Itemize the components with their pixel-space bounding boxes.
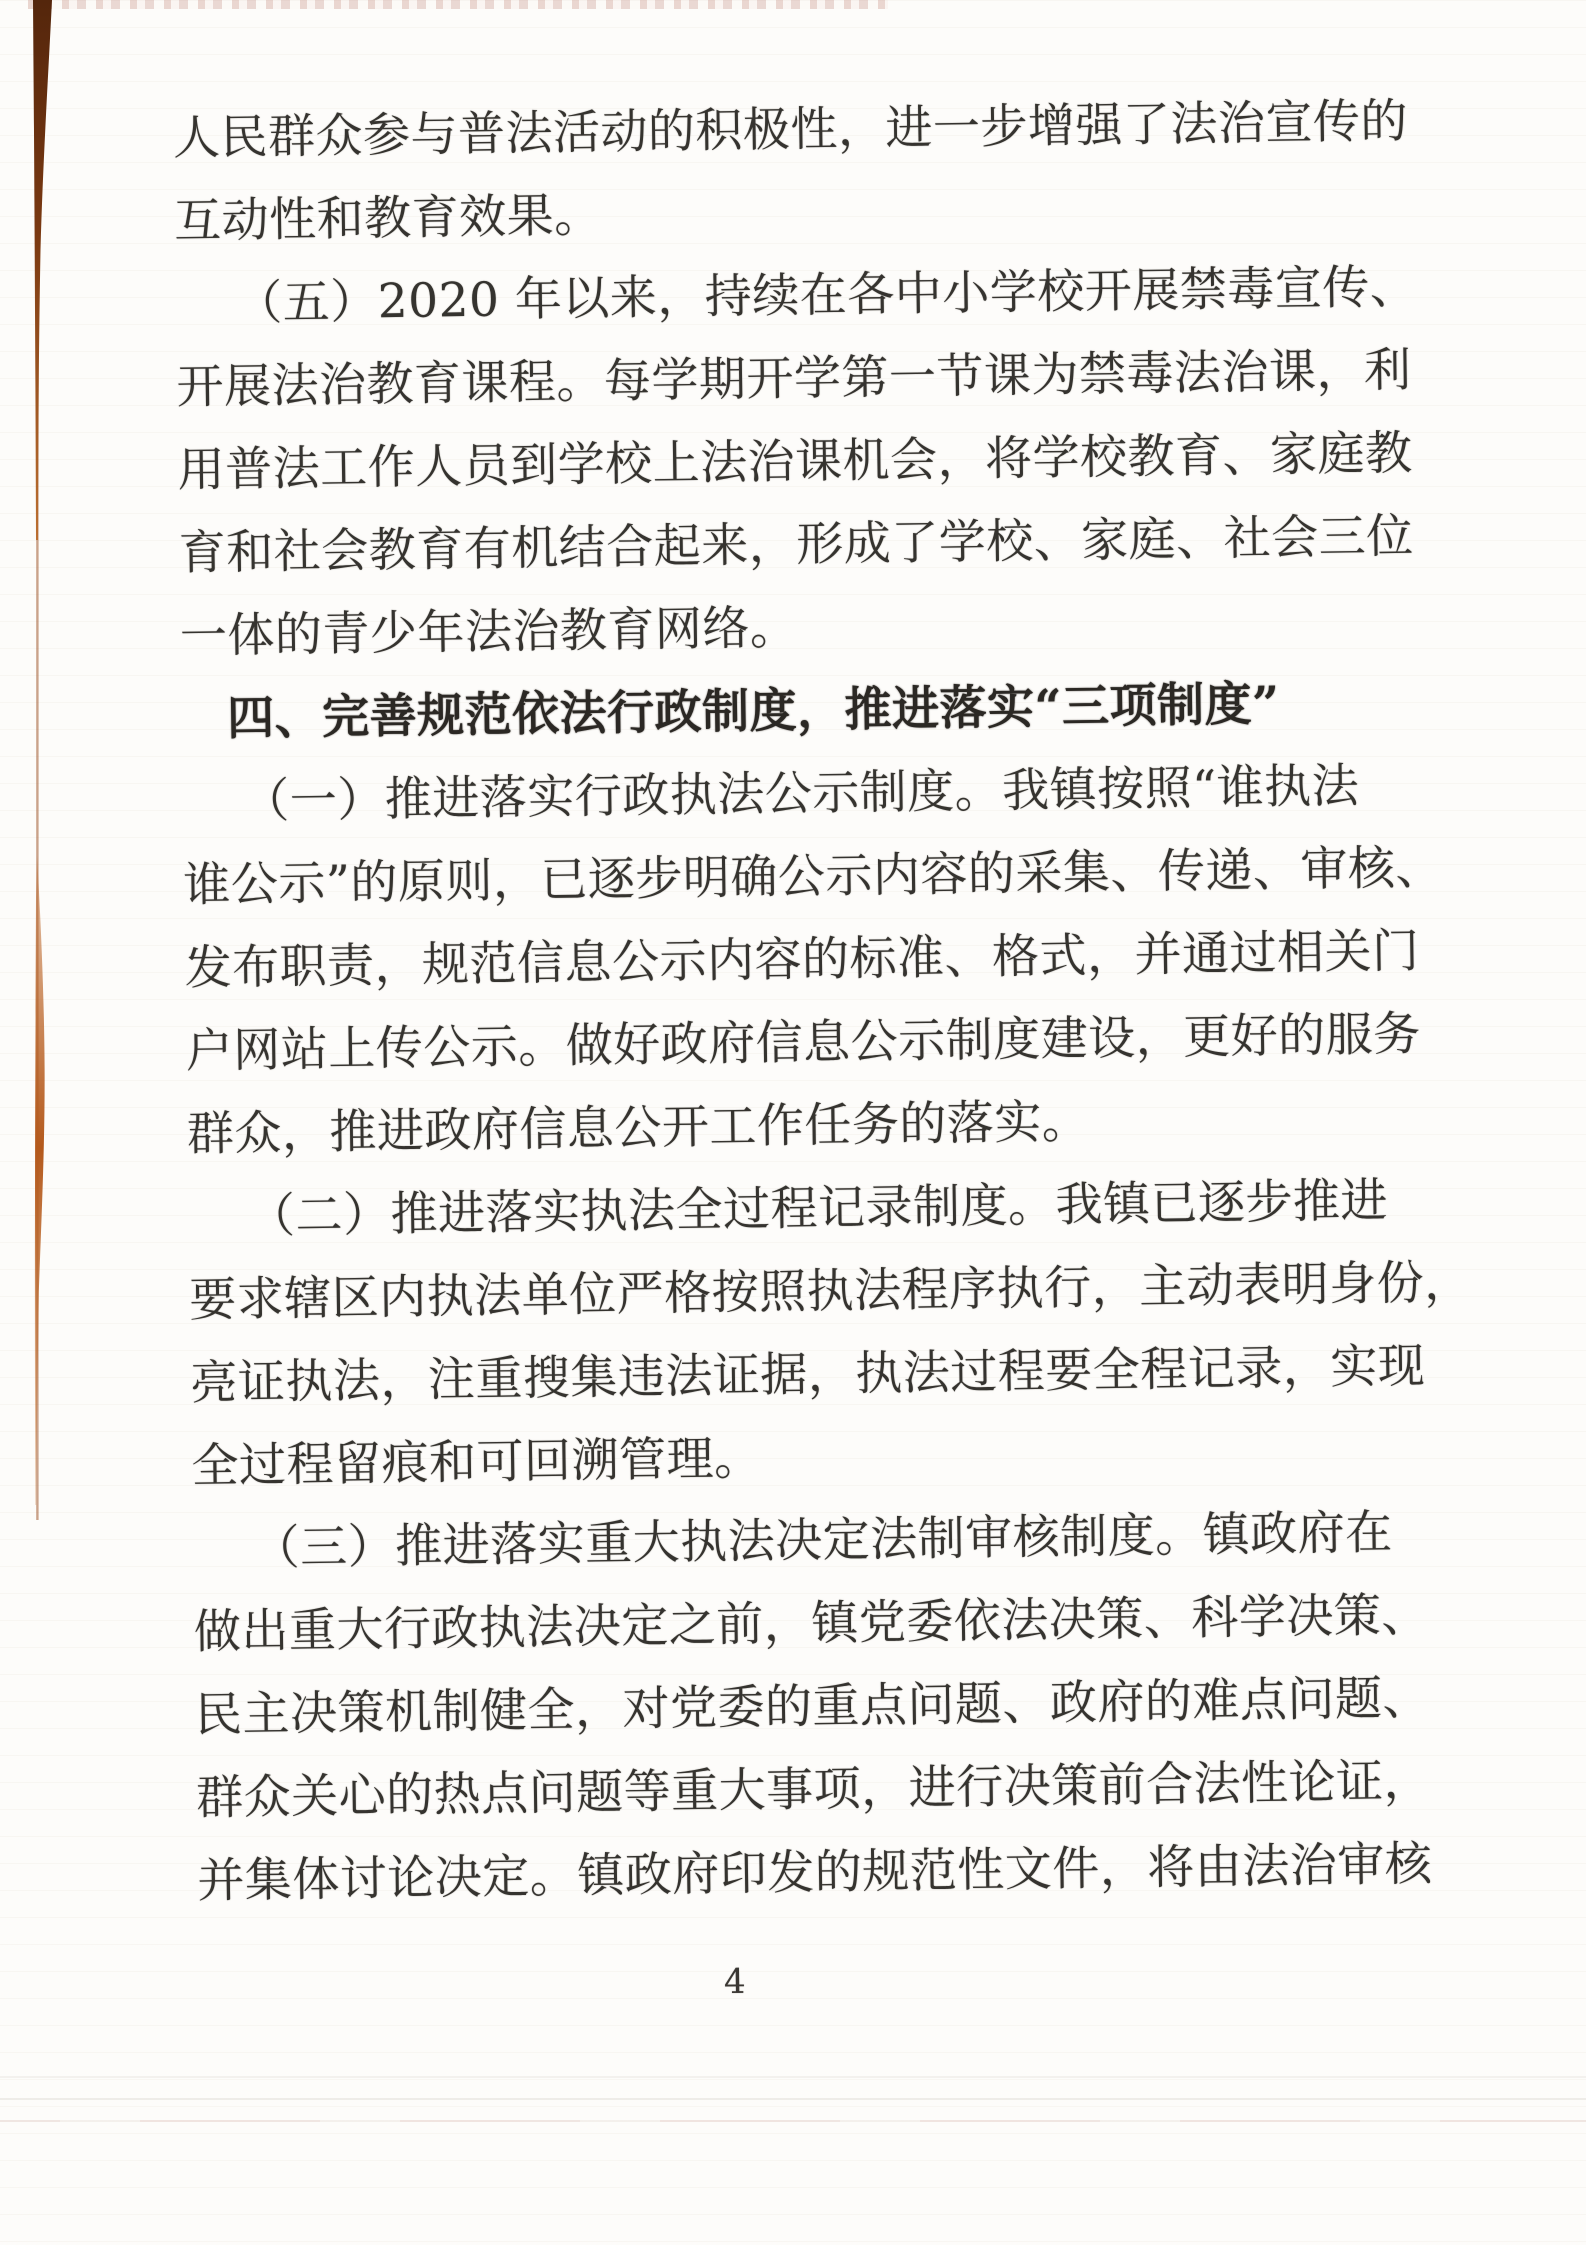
scan-streak <box>0 2120 1586 2122</box>
section-heading: 四、完善规范依法行政制度，推进落实“三项制度” <box>226 676 1280 747</box>
text-line: 育和社会教育有机结合起来，形成了学校、家庭、社会三位 <box>178 508 1415 582</box>
text-line: 全过程留痕和可回溯管理。 <box>191 1430 762 1494</box>
text-line: 群众关心的热点问题等重大事项，进行决策前合法性论证， <box>195 1753 1432 1826</box>
scan-streak <box>0 2098 1586 2100</box>
text-line: 民主决策机制健全，对党委的重点问题、政府的难点问题、 <box>194 1670 1431 1743</box>
scan-streak <box>0 2076 1586 2078</box>
text-line: （一）推进落实行政执法公示制度。我镇按照“谁执法 <box>241 758 1360 830</box>
text-line: 人民群众参与普法活动的积极性，进一步增强了法治宣传的 <box>172 93 1409 167</box>
page-number: 4 <box>723 1961 746 2003</box>
document-text <box>172 80 1472 1923</box>
text-line: 谁公示”的原则，已逐步明确公示内容的采集、传递、审核、 <box>183 840 1444 914</box>
text-line: 群众，推进政府信息公开工作任务的落实。 <box>186 1094 1090 1162</box>
text-line: 户网站上传公示。做好政府信息公示制度建设，更好的服务 <box>185 1006 1422 1079</box>
text-line: 开展法治教育课程。每学期开学第一节课为禁毒法治课，利 <box>176 342 1412 416</box>
binding-edge <box>0 0 70 1560</box>
text-line: 并集体讨论决定。镇政府印发的规范性文件，将由法治审核 <box>196 1836 1433 1909</box>
text-line: 亮证执法，注重搜集违法证据，执法过程要全程记录，实现 <box>190 1338 1426 1411</box>
text-line: （五）2020 年以来，持续在各中小学校开展禁毒宣传、 <box>234 259 1418 332</box>
text-line: 互动性和教育效果。 <box>173 188 603 250</box>
text-line: （二）推进落实执法全过程记录制度。我镇已逐步推进 <box>247 1173 1389 1245</box>
text-line: 发布职责，规范信息公示内容的标准、格式，并通过相关门 <box>184 923 1420 997</box>
text-line: （三）推进落实重大执法决定法制审核制度。镇政府在 <box>252 1505 1393 1577</box>
text-line: 一体的青少年法治教育网络。 <box>179 600 798 665</box>
text-line: 要求辖区内执法单位严格按照执法程序执行，主动表明身份， <box>188 1255 1472 1328</box>
text-line: 用普法工作人员到学校上法治课机会，将学校教育、家庭教 <box>177 425 1413 499</box>
text-line: 做出重大行政执法决定之前，镇党委依法决策、科学决策、 <box>193 1587 1430 1660</box>
scan-noise-top <box>28 0 888 9</box>
